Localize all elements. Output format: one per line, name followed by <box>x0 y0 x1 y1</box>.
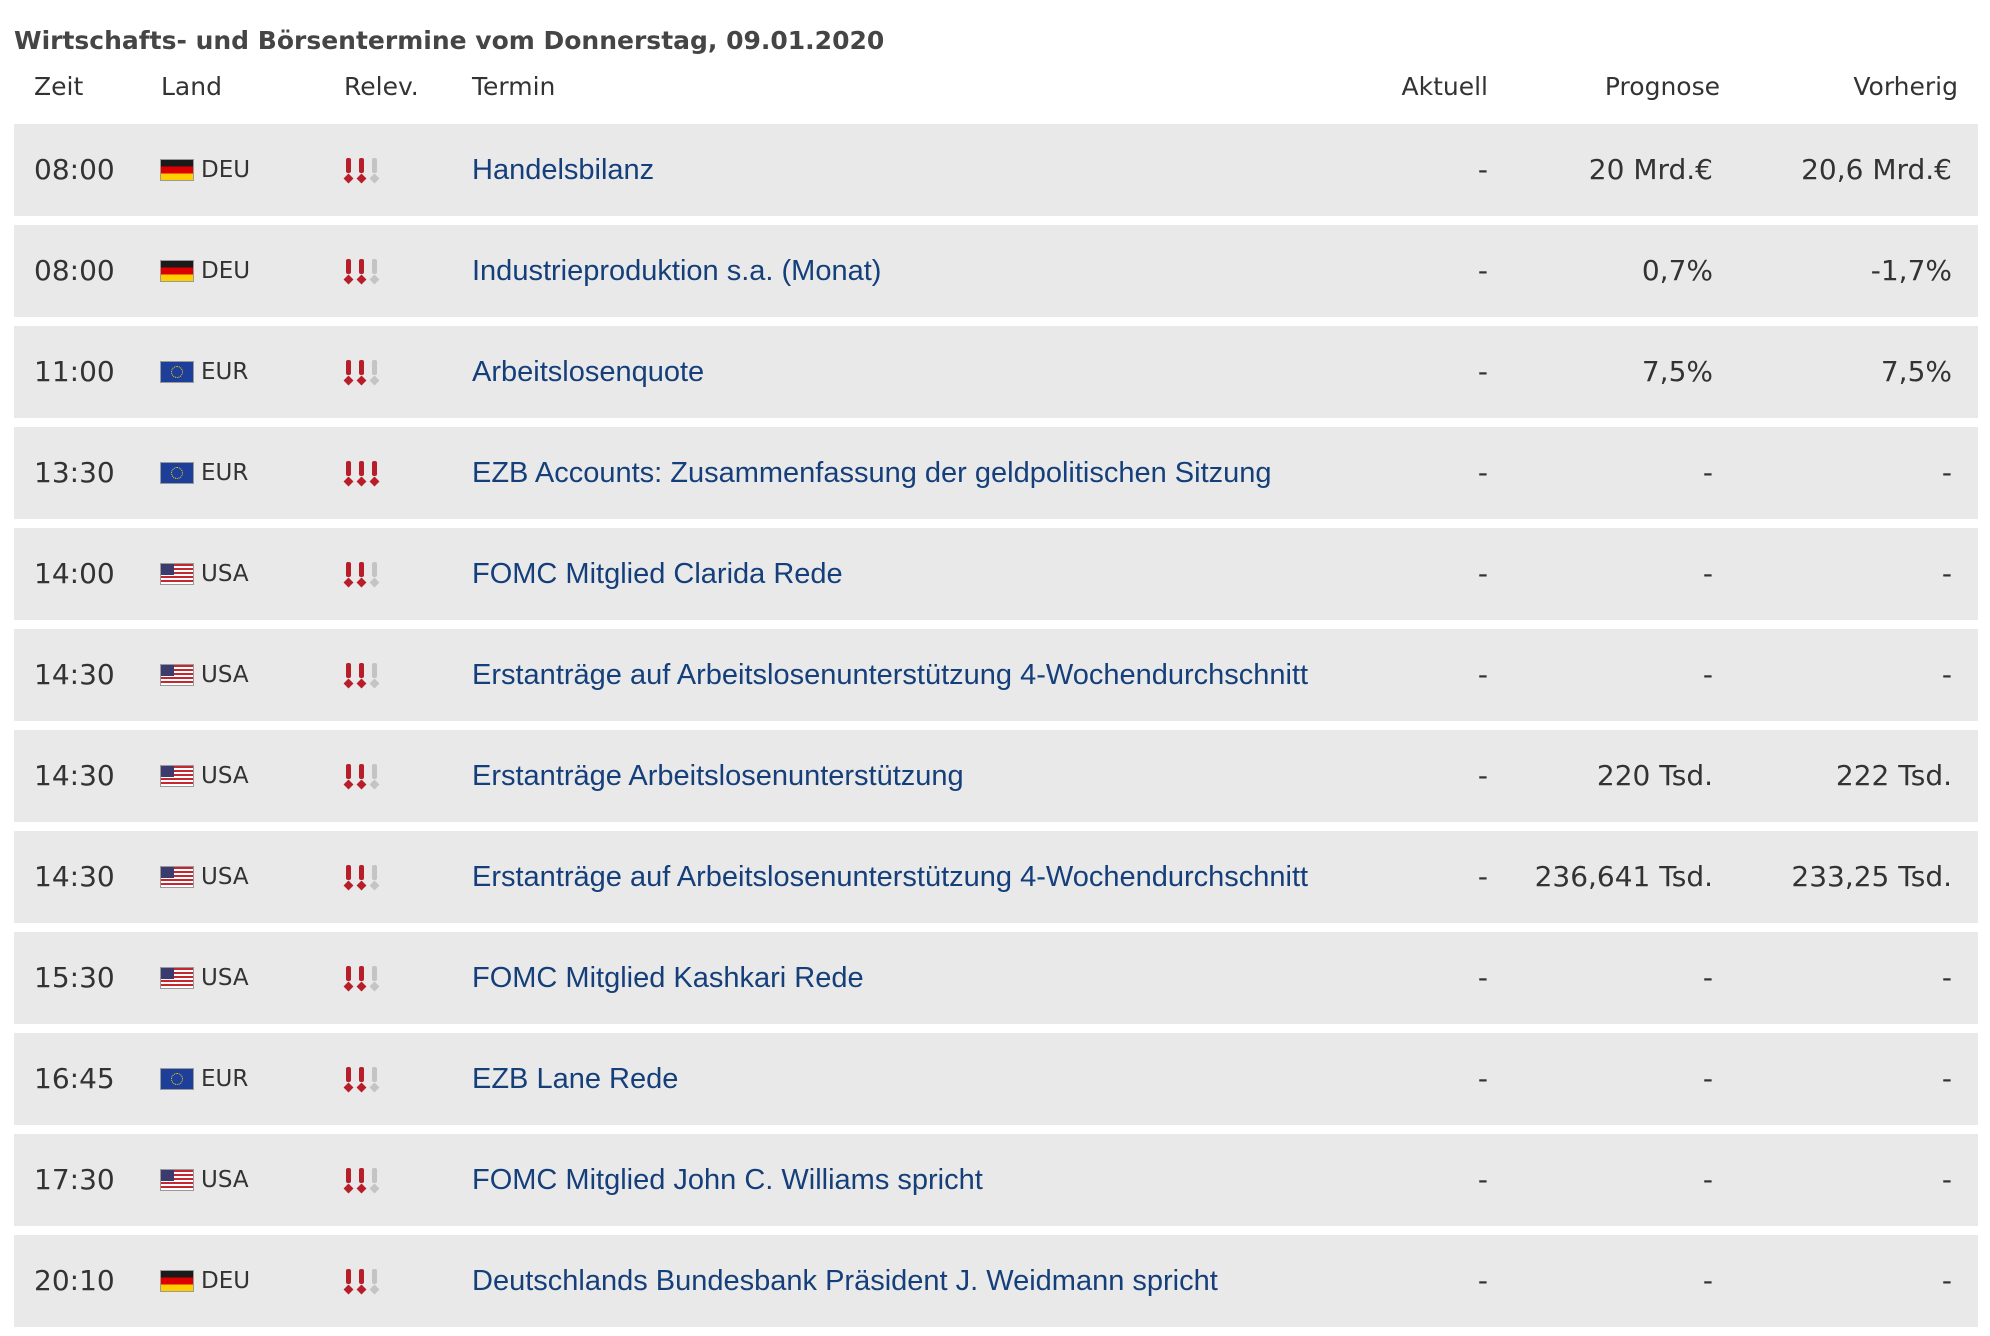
country-code: USA <box>201 561 249 587</box>
country-cell <box>161 932 249 1024</box>
vorherig-value: - <box>1941 961 1952 994</box>
flag-usa-icon <box>161 766 193 786</box>
event-link[interactable]: FOMC Mitglied Clarida Rede <box>472 558 843 590</box>
flag-deu-icon <box>161 261 193 281</box>
event-link[interactable]: FOMC Mitglied John C. Williams spricht <box>472 1164 983 1196</box>
header-termin: Termin <box>472 72 556 101</box>
relevance-indicator <box>344 1033 379 1125</box>
event-time: 08:00 <box>34 254 115 287</box>
country-cell <box>161 1134 249 1226</box>
prognose-value: 236,641 Tsd. <box>1534 860 1713 893</box>
table-row <box>14 326 1978 418</box>
exclamation-icon <box>357 158 366 182</box>
country-code: EUR <box>201 460 249 486</box>
country-cell <box>161 124 250 216</box>
exclamation-icon <box>370 663 379 687</box>
event-time: 11:00 <box>34 355 115 388</box>
flag-deu-icon <box>161 1271 193 1291</box>
table-row <box>14 124 1978 216</box>
exclamation-icon <box>370 259 379 283</box>
country-code: DEU <box>201 258 251 284</box>
country-cell <box>161 831 249 923</box>
prognose-value: 7,5% <box>1641 355 1713 388</box>
exclamation-icon <box>370 865 379 889</box>
exclamation-icon <box>357 865 366 889</box>
exclamation-icon <box>370 562 379 586</box>
exclamation-icon <box>344 865 353 889</box>
relevance-indicator <box>344 629 379 721</box>
exclamation-icon <box>357 663 366 687</box>
aktuell-value: - <box>1477 557 1488 590</box>
event-time: 15:30 <box>34 961 115 994</box>
vorherig-value: 222 Tsd. <box>1835 759 1952 792</box>
flag-usa-icon <box>161 867 193 887</box>
table-row <box>14 730 1978 822</box>
country-code: EUR <box>201 359 249 385</box>
header-prognose: Prognose <box>1604 72 1720 101</box>
table-row <box>14 427 1978 519</box>
event-link[interactable]: EZB Lane Rede <box>472 1063 679 1095</box>
aktuell-value: - <box>1477 355 1488 388</box>
country-cell <box>161 1235 250 1327</box>
table-row <box>14 528 1978 620</box>
aktuell-value: - <box>1477 1264 1488 1297</box>
exclamation-icon <box>370 1067 379 1091</box>
exclamation-icon <box>344 663 353 687</box>
relevance-indicator <box>344 528 379 620</box>
aktuell-value: - <box>1477 1062 1488 1095</box>
prognose-value: 220 Tsd. <box>1596 759 1713 792</box>
exclamation-icon <box>344 1269 353 1293</box>
country-code: USA <box>201 864 249 890</box>
flag-eur-icon <box>161 1069 193 1089</box>
vorherig-value: 20,6 Mrd.€ <box>1801 153 1952 186</box>
prognose-value: - <box>1702 658 1713 691</box>
flag-usa-icon <box>161 665 193 685</box>
header-land: Land <box>161 72 222 101</box>
event-link[interactable]: Erstanträge auf Arbeitslosenunterstützung 4-Wochendurchschnitt <box>472 861 1309 893</box>
relevance-indicator <box>344 1235 379 1327</box>
header-zeit: Zeit <box>34 72 84 101</box>
prognose-value: 0,7% <box>1641 254 1713 287</box>
relevance-indicator <box>344 124 379 216</box>
event-time: 16:45 <box>34 1062 115 1095</box>
country-code: DEU <box>201 157 251 183</box>
event-link[interactable]: Erstanträge Arbeitslosenunterstützung <box>472 760 964 792</box>
flag-usa-icon <box>161 1170 193 1190</box>
vorherig-value: - <box>1941 1163 1952 1196</box>
event-time: 14:30 <box>34 860 115 893</box>
aktuell-value: - <box>1477 254 1488 287</box>
exclamation-icon <box>357 461 366 485</box>
relevance-indicator <box>344 730 379 822</box>
exclamation-icon <box>357 1269 366 1293</box>
prognose-value: - <box>1702 1062 1713 1095</box>
prognose-value: - <box>1702 961 1713 994</box>
event-time: 13:30 <box>34 456 115 489</box>
vorherig-value: -1,7% <box>1870 254 1952 287</box>
exclamation-icon <box>370 1269 379 1293</box>
exclamation-icon <box>370 966 379 990</box>
event-time: 20:10 <box>34 1264 115 1297</box>
prognose-value: - <box>1702 1163 1713 1196</box>
event-link[interactable]: Erstanträge auf Arbeitslosenunterstützung 4-Wochendurchschnitt <box>472 659 1309 691</box>
flag-eur-icon <box>161 463 193 483</box>
relevance-indicator <box>344 1134 379 1226</box>
flag-usa-icon <box>161 564 193 584</box>
page-title: Wirtschafts- und Börsentermine vom Donnerstag, 09.01.2020 <box>14 26 885 55</box>
flag-usa-icon <box>161 968 193 988</box>
vorherig-value: - <box>1941 658 1952 691</box>
exclamation-icon <box>370 461 379 485</box>
event-time: 14:00 <box>34 557 115 590</box>
vorherig-value: - <box>1941 557 1952 590</box>
exclamation-icon <box>344 966 353 990</box>
header-relevanz: Relev. <box>344 72 419 101</box>
exclamation-icon <box>370 764 379 788</box>
exclamation-icon <box>370 360 379 384</box>
country-cell <box>161 730 249 822</box>
exclamation-icon <box>344 158 353 182</box>
exclamation-icon <box>357 360 366 384</box>
table-row <box>14 1033 1978 1125</box>
vorherig-value: - <box>1941 1062 1952 1095</box>
event-link[interactable]: Industrieproduktion s.a. (Monat) <box>472 255 882 287</box>
exclamation-icon <box>344 764 353 788</box>
table-row <box>14 225 1978 317</box>
header-aktuell: Aktuell <box>1401 72 1488 101</box>
exclamation-icon <box>344 259 353 283</box>
event-time: 14:30 <box>34 658 115 691</box>
vorherig-value: 233,25 Tsd. <box>1791 860 1952 893</box>
vorherig-value: 7,5% <box>1880 355 1952 388</box>
aktuell-value: - <box>1477 860 1488 893</box>
country-code: USA <box>201 763 249 789</box>
exclamation-icon <box>344 562 353 586</box>
aktuell-value: - <box>1477 153 1488 186</box>
relevance-indicator <box>344 326 379 418</box>
exclamation-icon <box>357 966 366 990</box>
country-cell <box>161 528 249 620</box>
country-code: USA <box>201 1167 249 1193</box>
country-cell <box>161 326 248 418</box>
country-cell <box>161 427 248 519</box>
aktuell-value: - <box>1477 456 1488 489</box>
table-row <box>14 831 1978 923</box>
flag-deu-icon <box>161 160 193 180</box>
country-cell <box>161 629 249 721</box>
prognose-value: - <box>1702 1264 1713 1297</box>
relevance-indicator <box>344 932 379 1024</box>
table-row <box>14 1235 1978 1327</box>
vorherig-value: - <box>1941 1264 1952 1297</box>
exclamation-icon <box>357 764 366 788</box>
event-link[interactable]: FOMC Mitglied Kashkari Rede <box>472 962 864 994</box>
table-header <box>14 68 1978 110</box>
exclamation-icon <box>344 360 353 384</box>
flag-eur-icon <box>161 362 193 382</box>
exclamation-icon <box>357 1067 366 1091</box>
event-link[interactable]: Handelsbilanz <box>472 154 655 186</box>
header-vorherig: Vorherig <box>1853 72 1958 101</box>
aktuell-value: - <box>1477 961 1488 994</box>
event-list <box>14 124 1978 1336</box>
prognose-value: - <box>1702 456 1713 489</box>
country-code: EUR <box>201 1066 249 1092</box>
relevance-indicator <box>344 427 379 519</box>
vorherig-value: - <box>1941 456 1952 489</box>
event-link[interactable]: Arbeitslosenquote <box>472 356 705 388</box>
aktuell-value: - <box>1477 658 1488 691</box>
exclamation-icon <box>370 1168 379 1192</box>
event-time: 14:30 <box>34 759 115 792</box>
event-link[interactable]: EZB Accounts: Zusammenfassung der geldpolitischen Sitzung <box>472 457 1272 489</box>
country-cell <box>161 1033 248 1125</box>
prognose-value: 20 Mrd.€ <box>1588 153 1713 186</box>
exclamation-icon <box>370 158 379 182</box>
aktuell-value: - <box>1477 759 1488 792</box>
table-row <box>14 629 1978 721</box>
event-time: 17:30 <box>34 1163 115 1196</box>
country-code: USA <box>201 662 249 688</box>
relevance-indicator <box>344 831 379 923</box>
relevance-indicator <box>344 225 379 317</box>
country-code: DEU <box>201 1268 251 1294</box>
event-time: 08:00 <box>34 153 115 186</box>
event-link[interactable]: Deutschlands Bundesbank Präsident J. Weidmann spricht <box>472 1265 1218 1297</box>
prognose-value: - <box>1702 557 1713 590</box>
country-cell <box>161 225 250 317</box>
exclamation-icon <box>344 1168 353 1192</box>
exclamation-icon <box>344 461 353 485</box>
exclamation-icon <box>357 259 366 283</box>
aktuell-value: - <box>1477 1163 1488 1196</box>
exclamation-icon <box>357 562 366 586</box>
table-row <box>14 1134 1978 1226</box>
exclamation-icon <box>357 1168 366 1192</box>
country-code: USA <box>201 965 249 991</box>
exclamation-icon <box>344 1067 353 1091</box>
table-row <box>14 932 1978 1024</box>
